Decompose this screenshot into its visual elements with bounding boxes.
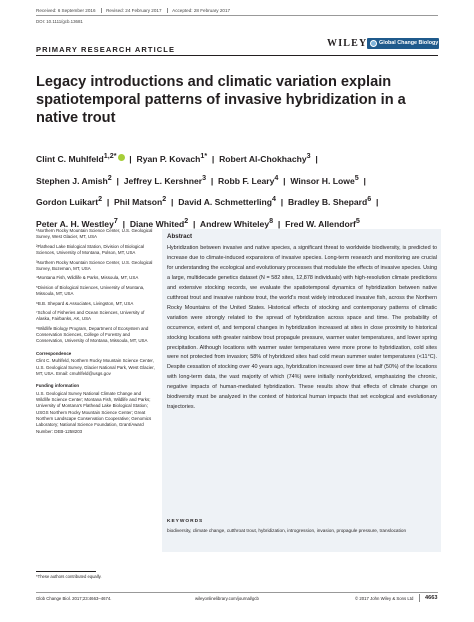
author-affiliation-mark: 7 (113, 216, 118, 225)
funding-heading: Funding information (36, 383, 80, 389)
author-name[interactable]: Gordon Luikart (36, 197, 99, 208)
author-affiliation-mark: 3 (202, 173, 207, 182)
correspondence-heading: Correspondence (36, 350, 72, 356)
author-list (36, 147, 446, 234)
author-name[interactable]: Winsor H. Lowe (290, 175, 355, 186)
received-date: Received: 6 September 2016 (36, 8, 96, 13)
affiliation: ³Northern Rocky Mountain Science Center, U.S. Geological Survey, Bozeman, MT, USA (36, 259, 153, 271)
author-affiliation-mark: 2 (184, 216, 189, 225)
affiliation: ⁷School of Fisheries and Ocean Sciences, University of Alaska, Fairbanks, AK, USA (36, 310, 145, 322)
author-name[interactable]: Fred W. Allendorf (285, 218, 356, 229)
author-name[interactable]: Robb F. Leary (218, 175, 275, 186)
author-name[interactable]: Phil Matson (114, 197, 163, 208)
accepted-date: Accepted: 28 February 2017 (172, 8, 231, 13)
author-affiliation-mark: 1* (200, 152, 208, 160)
author-affiliation-mark: 1,2* (103, 152, 117, 160)
journal-badge (367, 38, 439, 49)
author-name[interactable]: Peter A. H. Westley (36, 218, 114, 229)
keywords-text: biodiversity, climate change, cutthroat trout, hybridization, introgression, invasion, propagule pressure, translocation (167, 528, 407, 533)
publisher-logo: WILEY (327, 38, 368, 49)
author-affiliation-mark: 8 (269, 216, 274, 225)
author-affiliation-mark: 3 (306, 152, 311, 160)
author-name[interactable]: Diane Whited (129, 218, 185, 229)
author-name[interactable]: Ryan P. Kovach (136, 153, 201, 164)
author-affiliation-mark: 5 (354, 173, 359, 182)
footnote-divider (36, 571, 96, 572)
doi[interactable]: DOI: 10.1111/gcb.13681 (36, 19, 83, 24)
author-line: Peter A. H. Westley$^7$ | Diane Whited$^2$ | Andrew Whiteley$^8$ | Fred W. Allendorf$^5$ (36, 216, 360, 229)
author-name[interactable]: Clint C. Muhlfeld (36, 153, 104, 164)
author-affiliation-mark: 5 (355, 216, 360, 225)
article-title: Legacy introductions and climatic variation explain spatiotemporal patterns of invasive hybridization in a native trout (36, 74, 406, 127)
article-type: PRIMARY RESEARCH ARTICLE (36, 45, 176, 54)
revised-date: Revised: 24 February 2017 (106, 8, 162, 13)
author-affiliation-mark: 4 (271, 195, 276, 204)
author-name[interactable]: Bradley B. Shepard (287, 197, 368, 208)
footer-citation: Glob Change Biol. 2017;23:4663–4674. (36, 596, 112, 601)
affiliation: ⁵Division of Biological Sciences, University of Montana, Missoula, MT, USA (36, 284, 145, 297)
journal-badge-label: Global Change Biology (379, 39, 439, 46)
top-divider (36, 15, 438, 16)
affiliation: ⁴Montana Fish, Wildlife & Parks, Missoula, MT, USA (36, 275, 139, 281)
keywords-heading: KEYWORDS (167, 519, 204, 524)
abstract-heading: Abstract (167, 233, 193, 240)
affiliation: ⁶B.B. Shepard & Associates, Livingston, MT, USA (36, 300, 134, 306)
footer-url[interactable]: wileyonlinelibrary.com/journal/gcb (195, 596, 259, 601)
page-number: 4663 (425, 595, 438, 601)
header-divider (36, 55, 438, 56)
author-affiliation-mark: 2 (98, 195, 103, 204)
affiliation: ⁸Wildlife Biology Program, Department of Ecosystem and Conservation Sciences, College of Forestry and Conservation, University of Montana, Missoula, MT, USA (36, 325, 149, 344)
side-column (36, 228, 156, 435)
affiliation: ²Flathead Lake Biological Station, Division of Biological Sciences, University of Montana, Polson, MT, USA (36, 243, 145, 256)
abstract-text: Hybridization between invasive and native species, a significant threat to worldwide biodiversity, is predicted to increase due to climate-induced expansions of invasive species. Long-term research and monitoring are crucial for understanding the ecological and evolutionary processes that modulate the effects of invasive species. Using a large, multidecade genetics dataset (N = 582 sites, 12,878 individuals) with high-resolution climate predictions and extensive stocking records, we evaluate the spatiotemporal dynamics of hybridization between native cutthroat trout and invasive rainbow trout, the world's most widely introduced invasive fish, across the Northern Rocky Mountains of the United States. Historical effects of stocking and contemporary patterns of climatic variation were strongly related to the spread of hybridization across space and time. The probability of occurrence, extent of, and temporal changes in hybridization increased at sites in close proximity to historical stocking locations with greater rainbow trout propagule pressure, warmer water temperatures, and lower spring precipitation. Although locations with warmer water temperatures were more prone to hybridization, cold sites were not protected from invasion; 58% of hybridized sites had cold mean summer water temperatures (<11°C). Despite cessation of stocking over 40 years ago, hybridization increased over time at half (50%) of the locations with long-term data, the vast majority of which (74%) were initially nonhybridized, emphasizing the chronic, negative impacts of human-mediated hybridization. These results show that effects of climate change on biodiversity must be analyzed in the context of historical human impacts that set ecological and evolutionary trajectories. (167, 245, 437, 411)
affiliation: ¹Northern Rocky Mountain Science Center, U.S. Geological Survey, West Glacier, MT, USA (36, 228, 153, 240)
correspondence-text: Clint C. Muhlfeld, Northern Rocky Mountain Science Center, U.S. Geological Survey, Glacier National Park, West Glacier, MT, USA. Email: cmuhlfeld@usgs.gov (36, 358, 155, 376)
footnote: *These authors contributed equally. (36, 574, 102, 579)
author-affiliation-mark: 6 (367, 195, 372, 204)
author-name[interactable]: Stephen J. Amish (36, 175, 108, 186)
author-line: Clint C. Muhlfeld$^{1,2*}$ | Ryan P. Kovach$^{1*}$ | Robert Al-Chokhachy$^3$ | (36, 152, 318, 164)
author-name[interactable]: Jeffrey L. Kershner (123, 175, 203, 186)
author-affiliation-mark: 2 (107, 173, 112, 182)
footer-divider (36, 592, 438, 593)
author-affiliation-mark: 2 (162, 195, 167, 204)
globe-icon (370, 40, 377, 47)
funding-text: U.S. Geological Survey National Climate Change and Wildlife Science Center; Montana Fish, Wildlife and Parks; University of Montana's Flathead Lake Biological Station; USGS Northern Rocky Mountain Science Center; Great Northern Landscape Conservation Cooperative; Genomics Laboratory; National Science Foundation, Grant/Award Number: DEB-1258203 (36, 390, 152, 434)
footer-separator (419, 594, 420, 602)
author-name[interactable]: Andrew Whiteley (199, 218, 270, 229)
author-name[interactable]: Robert Al-Chokhachy (219, 153, 307, 164)
footer-copyright: © 2017 John Wiley & Sons Ltd (355, 596, 414, 601)
publication-dates (36, 8, 230, 13)
author-name[interactable]: David A. Schmetterling (178, 197, 272, 208)
orcid-icon[interactable] (118, 154, 125, 161)
author-line: Gordon Luikart$^2$ | Phil Matson$^2$ | David A. Schmetterling$^4$ | Bradley B. Shepard$^6$ | (36, 195, 379, 208)
author-affiliation-mark: 4 (274, 173, 279, 182)
author-line: Stephen J. Amish$^2$ | Jeffrey L. Kershner$^3$ | Robb F. Leary$^4$ | Winsor H. Lowe$^5$ | (36, 173, 366, 186)
